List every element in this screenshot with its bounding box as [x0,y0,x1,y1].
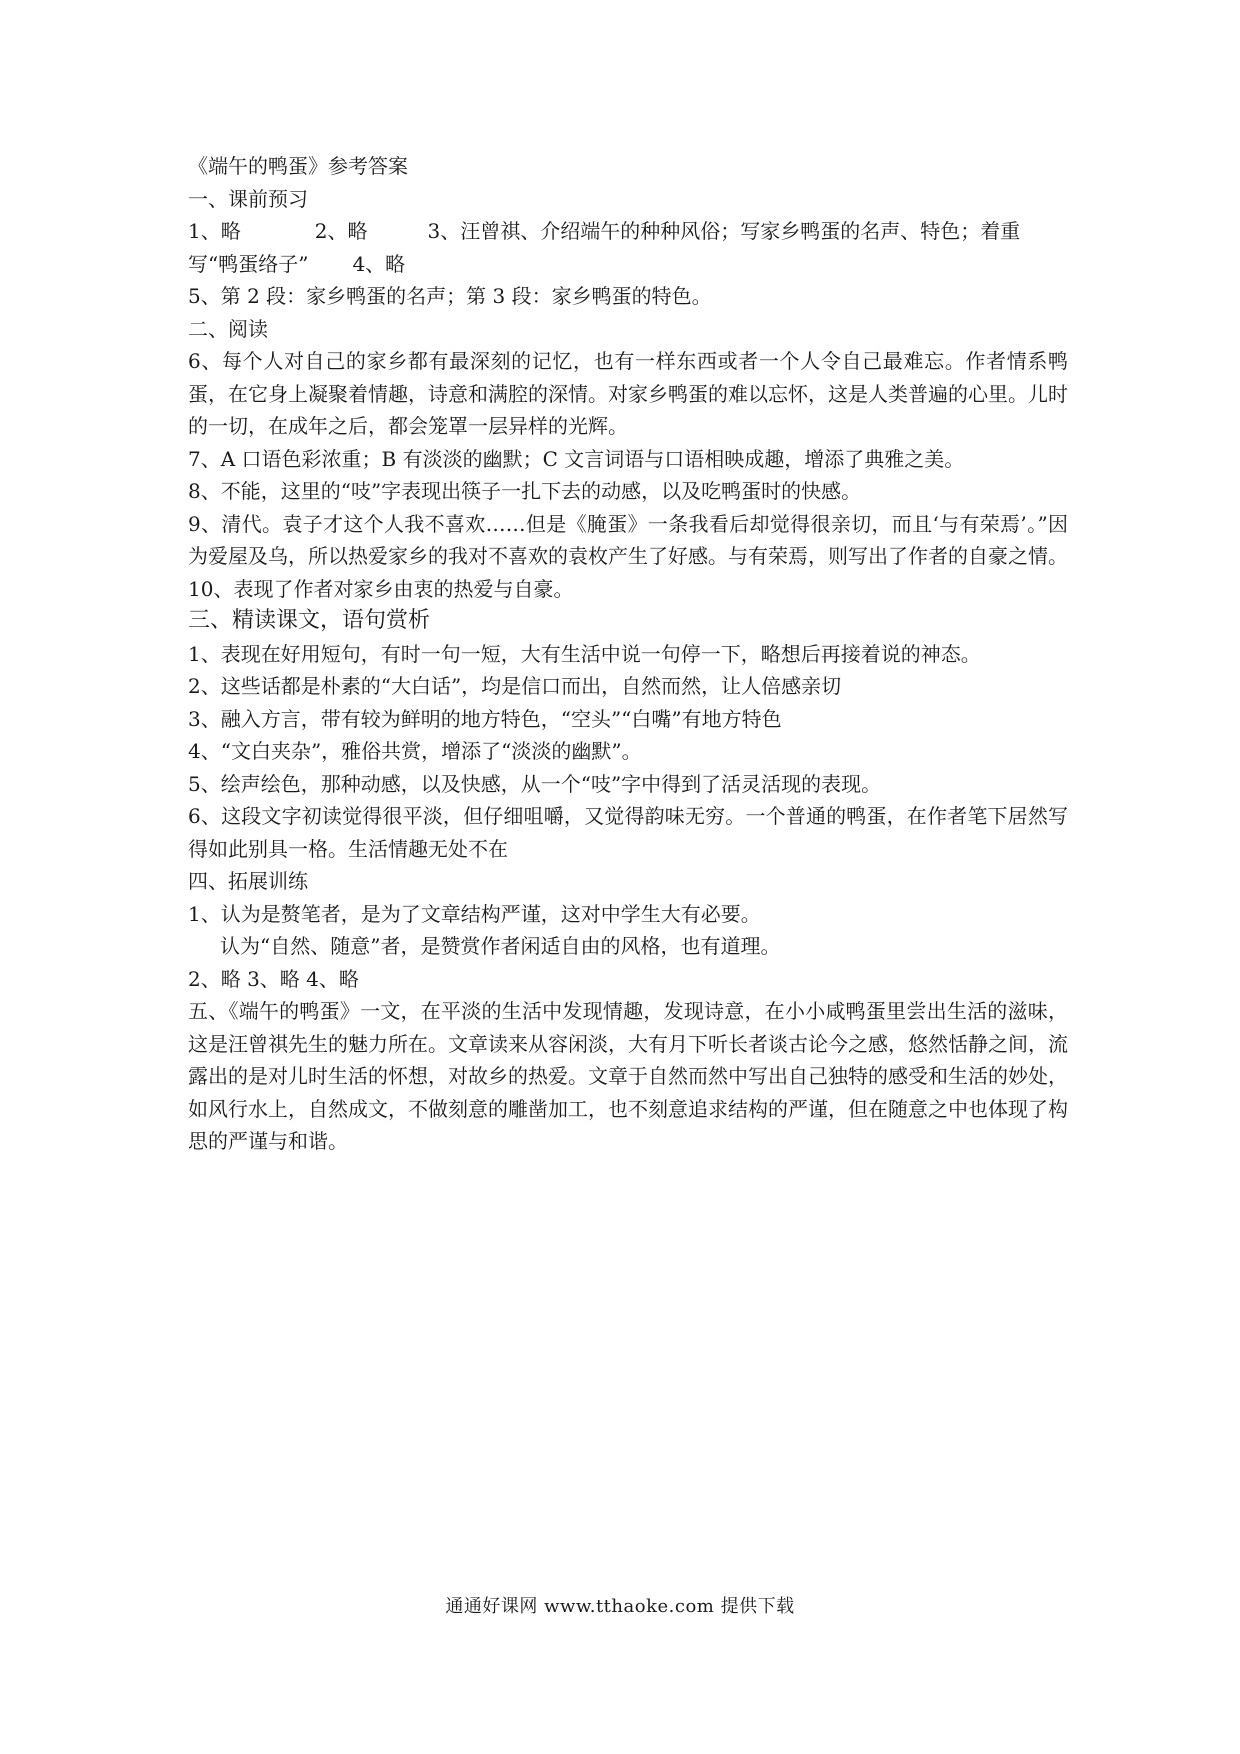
answer-item: 1、略 [188,219,241,243]
answer-line: 认为“自然、随意”者，是赞赏作者闲适自由的风格，也有道理。 [220,934,781,958]
answer-item: 2、略 [314,219,368,243]
answer-item: 写“鸭蛋络子” [188,251,309,276]
document-title: 《端午的鸭蛋》参考答案 [188,154,408,178]
answer-line: 5、第 2 段：家乡鸭蛋的名声；第 3 段：家乡鸭蛋的特色。 [188,284,712,308]
section-heading-reading: 二、阅读 [188,316,268,341]
document-body [188,150,1068,1158]
answer-line [188,248,1068,281]
answer-line: 1、认为是赘笔者，是为了文章结构严谨，这对中学生大有必要。 [188,901,761,926]
answer-paragraph: 6、这段文字初读觉得很平淡，但仔细咀嚼，又觉得韵味无穷。一个普通的鸭蛋，在作者笔下居然写得如此别具一格。生活情趣无处不在 [188,804,1068,861]
answer-item: 4、略 [352,251,406,276]
answer-line: 5、绘声绘色，那种动感，以及快感，从一个“吱”字中得到了活灵活现的表现。 [188,771,882,796]
answer-line: 4、“文白夹杂”，雅俗共赏，增添了“淡淡的幽默”。 [188,739,642,763]
answer-line: 1、表现在好用短句，有时一句一短，大有生活中说一句停一下，略想后再接着说的神态。 [188,641,981,666]
footer-credit: 通通好课网 www.tthaoke.com 提供下载 [445,1596,795,1617]
answer-line: 3、融入方言，带有较为鲜明的地方特色，“空头”“白嘴”有地方特色 [188,706,782,731]
answer-paragraph: 6、每个人对自己的家乡都有最深刻的记忆，也有一样东西或者一个人令自己最难忘。作者情系鸭蛋，在它身上凝聚着情趣，诗意和满腔的深情。对家乡鸭蛋的难以忘怀，这是人类普遍的心里。儿时的一切，在成年之后，都会笼罩一层异样的光辉。 [188,349,1068,438]
section-heading-preview: 一、课前预习 [188,186,308,211]
answer-line: 10、表现了作者对家乡由衷的热爱与自豪。 [188,576,574,601]
section-heading-extension: 四、拓展训练 [188,869,308,893]
answer-line [188,215,1068,248]
answer-line: 7、A 口语色彩浓重；B 有淡淡的幽默；C 文言词语与口语相映成趣，增添了典雅之美。 [188,446,965,471]
answer-paragraph: 9、清代。袁子才这个人我不喜欢……但是《腌蛋》一条我看后却觉得很亲切，而且‘与有荣焉’。”因为爱屋及乌，所以热爱家乡的我对不喜欢的袁枚产生了好感。与有荣焉，则写出了作者的自豪之情。 [188,511,1068,568]
answer-line: 2、略 3、略 4、略 [188,966,359,991]
section-heading-analysis: 三、精读课文，语句赏析 [188,608,431,633]
answer-paragraph: 五、《端午的鸭蛋》一文，在平淡的生活中发现情趣，发现诗意，在小小咸鸭蛋里尝出生活的滋味，这是汪曾祺先生的魅力所在。文章读来从容闲淡，大有月下听长者谈古论今之感，悠然恬静之间，流露出的是对儿时生活的怀想，对故乡的热爱。文章于自然而然中写出自己独特的感受和生活的妙处，如风行水上，自然成文，不做刻意的雕凿加工，也不刻意追求结构的严谨，但在随意之中也体现了构思的严谨与和谐。 [188,999,1068,1153]
answer-line: 2、这些话都是朴素的“大白话”，均是信口而出，自然而然，让人倍感亲切 [188,674,842,698]
answer-item: 3、汪曾祺、介绍端午的种种风俗；写家乡鸭蛋的名声、特色；着重 [427,219,1021,243]
answer-line: 8、不能，这里的“吱”字表现出筷子一扎下去的动感，以及吃鸭蛋时的快感。 [188,479,862,503]
